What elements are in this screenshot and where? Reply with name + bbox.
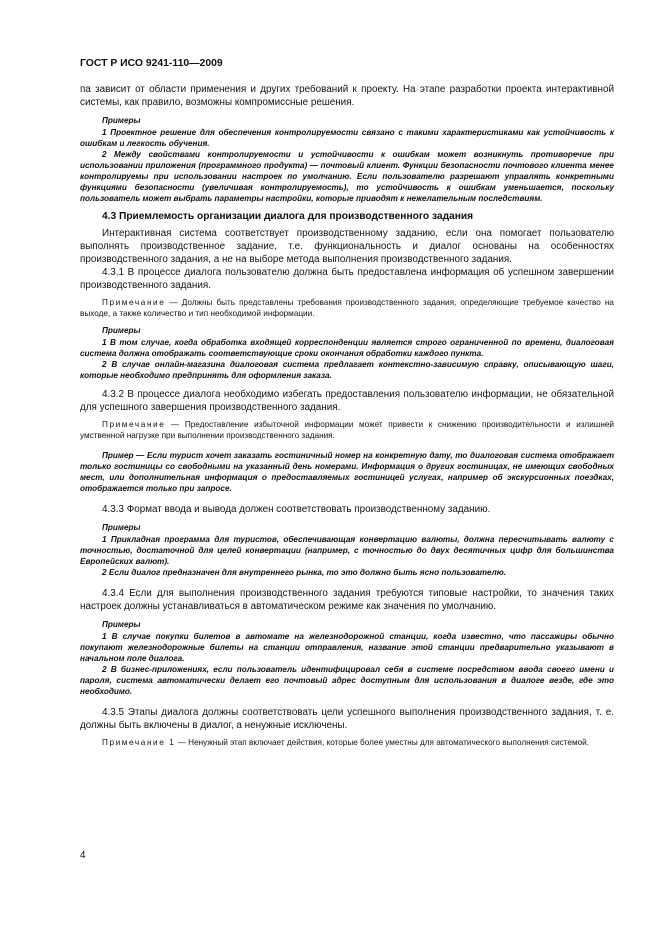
note-label: Примечание 1 <box>102 738 176 747</box>
example-item: 2 Если диалог предназначен для внутреннего рынка, то это должно быть ясно пользователю. <box>102 568 507 577</box>
note-text: — Должны быть представлены требования производственного задания, определяющие требуемое качество на выходе, а также количество и тип необходимой информации. <box>80 298 614 318</box>
document-page <box>80 58 614 748</box>
clause-4-3-1: 4.3.1 В процессе диалога пользователю должна быть предоставлена информация об успешном завершении производственного задания. <box>80 267 614 291</box>
document-header: ГОСТ Р ИСО 9241-110—2009 <box>80 58 223 69</box>
note-text: — Ненужный этап включает действия, которые более уместны для автоматического выполнения системой. <box>175 738 589 747</box>
example-item: 1 В том случае, когда обработка входящей корреспонденции является строго ограниченной по времени, диалоговая система должна отображать соответствующие сроки окончания обработки каждого пункта. <box>80 338 614 358</box>
examples-title: Примеры <box>102 523 141 532</box>
example-item: 2 В бизнес-приложениях, если пользователь идентифицировал себя в системе посредством ввода своего имени и пароля, система автоматически делает его почтовый адрес доступным для использования в диалоге везде, где это необходимо. <box>80 665 614 696</box>
clause-4-3-3: 4.3.3 Формат ввода и вывода должен соответствовать производственному заданию. <box>102 504 491 515</box>
note-label: Примечание <box>102 298 166 307</box>
section-heading: 4.3 Приемлемость организации диалога для производственного задания <box>102 211 474 222</box>
clause-4-3-2: 4.3.2 В процессе диалога необходимо избегать предоставления пользователю информации, не обязательной для успешного завершения производственного задания. <box>80 389 614 413</box>
note <box>80 419 614 441</box>
note <box>80 737 614 748</box>
clause-4-3-4: 4.3.4 Если для выполнения производственного задания требуются типовые настройки, то значения таких настроек должны устанавливаться в автоматическом режиме как значения по умолчанию. <box>80 588 614 612</box>
page-number: 4 <box>80 850 86 861</box>
intro-paragraph: па зависит от области применения и других требований к проекту. На этапе разработки проекта интерактивной системы, как правило, возможны компромиссные решения. <box>80 84 614 108</box>
example-item: 1 Проектное решение для обеспечения контролируемости связано с такими характеристиками как устойчивость к ошибкам и легкость обучения. <box>80 128 614 148</box>
note-text: — Предоставление избыточной информации может привести к снижению производительности и излишней умственной нагрузке при выполнении производственного задания. <box>80 420 614 440</box>
section-intro: Интерактивная система соответствует производственному заданию, если она помогает пользователю выполнять производственное задание, т.е. функциональность и диалог основаны на особенностях производственного задания, а не на выборе метода выполнения производственного задания. <box>80 228 614 265</box>
examples-title: Примеры <box>102 326 141 335</box>
example-item: 1 Прикладная программа для туристов, обеспечивающая конвертацию валюты, должна пересчитывать валюту с точностью, достаточной для целей конвертации (например, с точностью до двух десятичных цифр для большинства Европейских валют). <box>80 535 614 566</box>
note-label: Примечание <box>102 420 166 429</box>
example-item: 2 Между свойствами контролируемости и устойчивости к ошибкам может возникнуть противоречие при использовании приложения (программного продукта) — почтовый клиент. Функции безопасности почтового клиента менее контролируемы при использовании настроек по умолчанию. Если пользователю разрешают управлять конкретными функциями безопасности (увеличивая контролируемость), то устойчивость к ошибкам уменьшается, поскольку пользователь может выбрать параметры настройки, которые приводят к нежелательным последствиям. <box>80 150 614 203</box>
example-paragraph: Пример — Если турист хочет заказать гостиничный номер на конкретную дату, то диалоговая система отображает только гостиницы со свободными на указанный день номерами. Информация о других гостиницах, не имеющих свободных мест, или дополнительная информация о предоставляемых гостиницей услугах, например об экскурсионных поездках, отображается только при запросе. <box>80 451 614 493</box>
examples-title: Примеры <box>102 116 141 125</box>
examples-title: Примеры <box>102 620 141 629</box>
example-item: 2 В случае онлайн-магазина диалоговая система предлагает контекстно-зависимую справку, описывающую шаги, которые необходимо предпринять для оформления заказа. <box>80 360 614 380</box>
clause-4-3-5: 4.3.5 Этапы диалога должны соответствовать цели успешного выполнения производственного задания, т. е. должны быть включены в диалог, а ненужные исключены. <box>80 707 614 731</box>
example-item: 1 В случае покупки билетов в автомате на железнодорожной станции, когда известно, что пассажиры обычно покупают железнодорожные билеты на станции отправления, название этой станции предварительно указывают в начальном поле диалога. <box>80 632 614 663</box>
note <box>80 297 614 319</box>
